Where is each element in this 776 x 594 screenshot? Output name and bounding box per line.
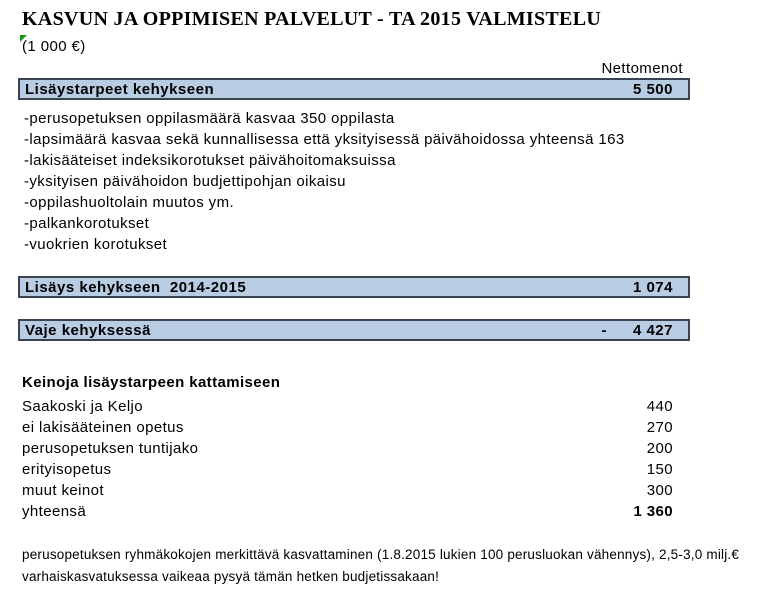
measure-row <box>22 396 673 417</box>
measure-row <box>22 438 673 459</box>
summary-bar-lisays-kehykseen <box>18 276 690 298</box>
bar-value-vaje: 4 427 <box>632 321 673 339</box>
measure-label: erityisopetus <box>22 461 112 478</box>
measure-value: 440 <box>646 398 673 415</box>
bar-label-vaje: Vaje kehyksessä <box>25 321 151 339</box>
measure-row <box>22 459 673 480</box>
measure-total-value: 1 360 <box>633 503 673 520</box>
measure-total-label: yhteensä <box>22 503 87 520</box>
column-header-nettomenot: Nettomenot <box>601 60 683 77</box>
bar-label-lisays: Lisäys kehykseen 2014-2015 <box>25 278 247 296</box>
bar-value-lisaystarpeet: 5 500 <box>632 80 673 98</box>
unit-note: (1 000 €) <box>22 38 86 55</box>
keinot-rows <box>22 396 673 522</box>
measure-value: 200 <box>646 440 673 457</box>
footer-note-line: varhaiskasvatuksessa vaikeaa pysyä tämän hetken budjetissakaan! <box>22 569 440 584</box>
footer-note-line: perusopetuksen ryhmäkokojen merkittävä kasvattaminen (1.8.2015 lukien 100 perusluokan vähennys), 2,5-3,0 milj.€ <box>22 547 740 562</box>
keinot-section-heading: Keinoja lisäystarpeen kattamiseen <box>22 374 281 391</box>
measure-value: 300 <box>646 482 673 499</box>
minus-sign: - <box>601 321 607 339</box>
footer-notes <box>22 544 739 588</box>
measure-label: muut keinot <box>22 482 104 499</box>
measure-label: perusopetuksen tuntijako <box>22 440 199 457</box>
detail-item: -palkankorotukset <box>24 215 150 232</box>
bar-label-lisaystarpeet: Lisäystarpeet kehykseen <box>25 80 215 98</box>
measure-value: 270 <box>646 419 673 436</box>
measure-row <box>22 417 673 438</box>
detail-list <box>24 108 625 255</box>
measure-label: ei lakisääteinen opetus <box>22 419 184 436</box>
summary-bar-lisaystarpeet <box>18 78 690 100</box>
detail-item: -perusopetuksen oppilasmäärä kasvaa 350 oppilasta <box>24 110 395 127</box>
detail-item: -vuokrien korotukset <box>24 236 168 253</box>
measure-value: 150 <box>646 461 673 478</box>
summary-bar-vaje-kehyksessa <box>18 319 690 341</box>
bar-value-group-vaje <box>601 322 673 339</box>
detail-item: -oppilashuoltolain muutos ym. <box>24 194 235 211</box>
measure-row <box>22 480 673 501</box>
bar-value-lisays: 1 074 <box>632 278 673 296</box>
detail-item: -yksityisen päivähoidon budjettipohjan oikaisu <box>24 173 346 190</box>
measure-total-row <box>22 501 673 522</box>
detail-item: -lakisääteiset indeksikorotukset päivähoitomaksuissa <box>24 152 396 169</box>
detail-item: -lapsimäärä kasvaa sekä kunnallisessa että yksityisessä päivähoidossa yhteensä 163 <box>24 131 625 148</box>
measure-label: Saakoski ja Keljo <box>22 398 144 415</box>
page-title: KASVUN JA OPPIMISEN PALVELUT - TA 2015 VALMISTELU <box>22 8 602 30</box>
